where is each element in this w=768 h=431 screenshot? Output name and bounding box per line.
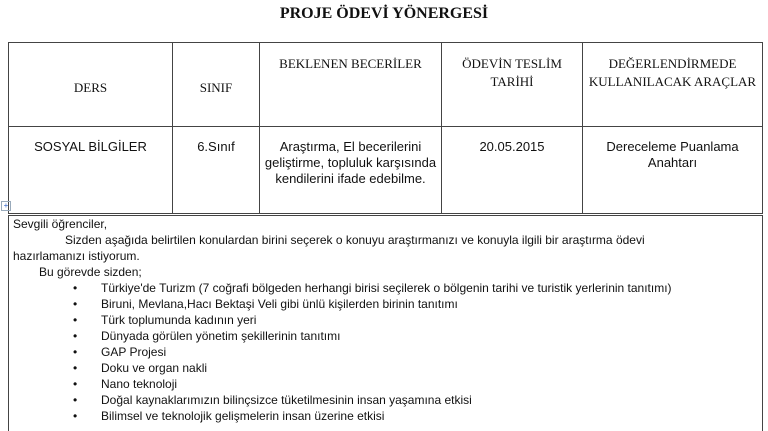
bullet-icon: • bbox=[73, 281, 78, 295]
bullet-icon: • bbox=[73, 393, 78, 407]
cell-ders: SOSYAL BİLGİLER bbox=[9, 127, 173, 214]
list-item bbox=[9, 280, 762, 296]
list-item bbox=[9, 344, 762, 360]
list-item-text: GAP Projesi bbox=[101, 345, 167, 359]
table-header-row bbox=[9, 43, 763, 127]
cell-sinif: 6.Sınıf bbox=[173, 127, 260, 214]
list-item bbox=[9, 296, 762, 312]
topic-list bbox=[9, 280, 762, 424]
list-item bbox=[9, 408, 762, 424]
table-row bbox=[9, 127, 763, 214]
intro-line-1: Sizden aşağıda belirtilen konulardan birini seçerek o konuyu araştırmanızı ve konuyla ilgili bir araştırma ödevi bbox=[65, 233, 645, 247]
bullet-icon: • bbox=[73, 377, 78, 391]
cell-beceriler: Araştırma, El becerilerini geliştirme, topluluk karşısında kendilerini ifade edebilme. bbox=[260, 127, 442, 214]
list-item-text: Bilimsel ve teknolojik gelişmelerin insan üzerine etkisi bbox=[101, 409, 385, 423]
letter-text-box bbox=[8, 215, 763, 431]
header-sinif: SINIF bbox=[173, 43, 260, 127]
cell-teslim-tarihi: 20.05.2015 bbox=[442, 127, 583, 214]
bullet-icon: • bbox=[73, 409, 78, 423]
list-item bbox=[9, 376, 762, 392]
bullet-icon: • bbox=[73, 361, 78, 375]
header-beceriler: BEKLENEN BECERİLER bbox=[260, 43, 442, 127]
list-item bbox=[9, 392, 762, 408]
list-item-text: Doku ve organ nakli bbox=[101, 361, 208, 375]
list-item-text: Dünyada görülen yönetim şekillerinin tanıtımı bbox=[101, 329, 341, 343]
task-intro: Bu görevde sizden; bbox=[39, 265, 142, 279]
bullet-icon: • bbox=[73, 297, 78, 311]
list-item-text: Türkiye'de Turizm (7 coğrafi bölgeden herhangi birisi seçilerek o bölgenin tarihi ve turistik yerlerinin tanıtımı) bbox=[101, 281, 672, 295]
list-item-text: Doğal kaynaklarımızın bilinçsizce tüketilmesinin insan yaşamına etkisi bbox=[101, 393, 472, 407]
list-item bbox=[9, 360, 762, 376]
list-item bbox=[9, 328, 762, 344]
bullet-icon: • bbox=[73, 313, 78, 327]
document-title: PROJE ÖDEVİ YÖNERGESİ bbox=[279, 5, 489, 22]
bullet-icon: • bbox=[73, 345, 78, 359]
list-item bbox=[9, 312, 762, 328]
table-move-handle-icon[interactable]: + bbox=[1, 201, 11, 211]
cell-araclar: Dereceleme Puanlama Anahtarı bbox=[583, 127, 763, 214]
list-item-text: Nano teknoloji bbox=[101, 377, 178, 391]
header-araclar: DEĞERLENDİRMEDE KULLANILACAK ARAÇLAR bbox=[583, 43, 763, 127]
assignment-table bbox=[8, 42, 763, 214]
intro-line-2: hazırlamanızı istiyorum. bbox=[13, 249, 140, 263]
list-item-text: Türk toplumunda kadının yeri bbox=[101, 313, 257, 327]
header-ders: DERS bbox=[9, 43, 173, 127]
bullet-icon: • bbox=[73, 329, 78, 343]
header-teslim-tarihi: ÖDEVİN TESLİM TARİHİ bbox=[442, 43, 583, 127]
greeting: Sevgili öğrenciler, bbox=[13, 217, 108, 231]
list-item-text: Biruni, Mevlana,Hacı Bektaşi Veli gibi ünlü kişilerden birinin tanıtımı bbox=[101, 297, 458, 311]
